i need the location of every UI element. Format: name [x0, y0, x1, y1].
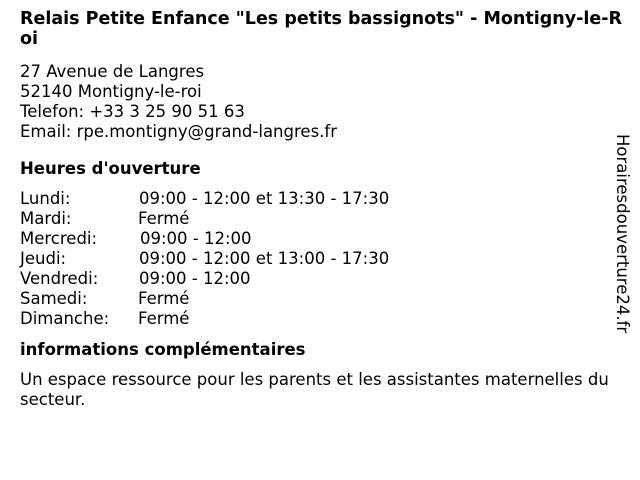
hours-time: Fermé	[138, 309, 190, 328]
hours-row-thursday	[20, 249, 620, 269]
hours-day: Lundi:	[20, 189, 71, 208]
site-watermark: Horairesdouverture24.fr	[613, 134, 632, 334]
hours-day: Mercredi:	[20, 229, 98, 248]
hours-time: Fermé	[138, 209, 190, 228]
business-card	[20, 9, 620, 410]
opening-hours-table	[20, 189, 620, 329]
hours-row-friday	[20, 269, 620, 289]
additional-info-heading: informations complémentaires	[20, 340, 306, 359]
hours-row-tuesday	[20, 209, 620, 229]
hours-day: Jeudi:	[20, 249, 67, 268]
additional-info-text: Un espace ressource pour les parents et les assistantes maternelles du secteur.	[20, 370, 609, 409]
hours-day: Dimanche:	[20, 309, 110, 328]
hours-time: 09:00 - 12:00	[140, 229, 252, 248]
city-address: 52140 Montigny-le-roi	[20, 82, 202, 101]
page-title: Relais Petite Enfance "Les petits bassignots" - Montigny-le-Roi	[20, 9, 622, 49]
opening-hours-heading: Heures d'ouverture	[20, 159, 201, 178]
hours-row-wednesday	[20, 229, 620, 249]
hours-day: Samedi:	[20, 289, 88, 308]
hours-day: Vendredi:	[20, 269, 99, 288]
hours-row-sunday	[20, 309, 620, 329]
hours-day: Mardi:	[20, 209, 72, 228]
email-address: Email: rpe.montigny@grand-langres.fr	[20, 122, 337, 141]
street-address: 27 Avenue de Langres	[20, 62, 205, 81]
hours-row-monday	[20, 189, 620, 209]
hours-row-saturday	[20, 289, 620, 309]
hours-time: Fermé	[138, 289, 190, 308]
address-block	[20, 62, 620, 142]
phone-number: Telefon: +33 3 25 90 51 63	[20, 102, 245, 121]
hours-time: 09:00 - 12:00	[139, 269, 251, 288]
hours-time: 09:00 - 12:00 et 13:30 - 17:30	[139, 189, 390, 208]
hours-time: 09:00 - 12:00 et 13:00 - 17:30	[139, 249, 390, 268]
